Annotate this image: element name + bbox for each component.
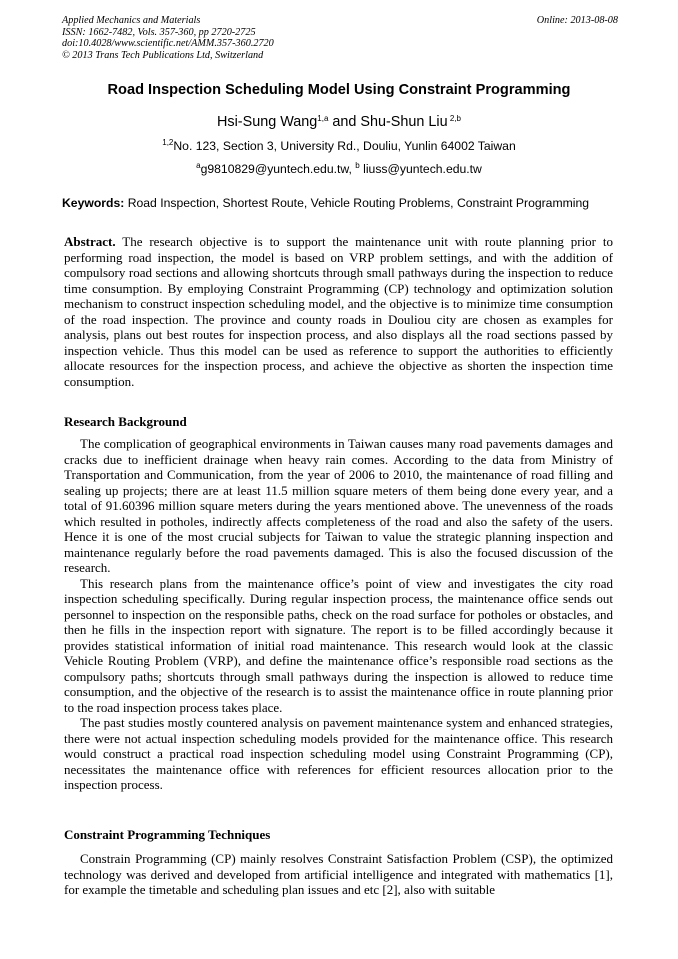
paragraph: The past studies mostly countered analysis on pavement maintenance system and enhanced strategies, there were not actual inspection scheduling models provided for the maintenance office. This research would construct a practical road inspection scheduling model using Constraint Programming (CP), necessitates the maintenance office with references for efficient resources allocation prior to the inspection process. bbox=[64, 715, 613, 792]
author-2: Shu-Shun Liu bbox=[360, 114, 448, 130]
affiliation bbox=[0, 139, 678, 153]
section-research-background bbox=[64, 436, 613, 793]
affiliation-superscript: 1,2 bbox=[162, 138, 174, 147]
email-a-superscript: a bbox=[196, 161, 201, 170]
keywords-label: Keywords: bbox=[62, 196, 125, 210]
keywords-text: Road Inspection, Shortest Route, Vehicle Routing Problems, Constraint Programming bbox=[124, 196, 590, 210]
online-date: Online: 2013-08-08 bbox=[536, 15, 618, 26]
issn-line: ISSN: 1662-7482, Vols. 357-360, pp 2720-2725 bbox=[62, 26, 256, 38]
author-line bbox=[0, 114, 678, 130]
abstract-text: The research objective is to support the maintenance unit with route planning prior to performing road inspection, the model is based on VRP problem settings, and with the addition of compulsory road sections and allowing shortcuts through small pathways during the inspection to reduce time consumption. By employing Constraint Programming (CP) technology and optimization solution mechanism to construct inspection scheduling model, and the objective is to minimize time consumption of the road inspection. The province and county roads in Douliou city are chosen as examples for analysis, plans out best routes for inspection process, and also displays all the road sections passed by inspection vehicle. Thus this model can be used as reference to support the authorities to efficiently allocate resources for the inspection process, and achieve the objective as shorten the inspection time consumption. bbox=[64, 234, 613, 389]
paragraph: Constrain Programming (CP) mainly resolves Constraint Satisfaction Problem (CSP), the optimized technology was derived and developed from artificial intelligence and integrated with mathematics [1], for example the timetable and scheduling plan issues and etc [2], also with suitable bbox=[64, 851, 613, 897]
author-conjunction: and bbox=[328, 114, 361, 130]
email-a: g9810829@yuntech.edu.tw, bbox=[200, 162, 356, 176]
section-cp-techniques bbox=[64, 851, 613, 898]
email-line bbox=[0, 162, 678, 176]
affiliation-text: No. 123, Section 3, University Rd., Douliu, Yunlin 64002 Taiwan bbox=[173, 139, 516, 153]
author-1: Hsi-Sung Wang bbox=[217, 114, 318, 130]
copyright-line: © 2013 Trans Tech Publications Ltd, Switzerland bbox=[62, 49, 264, 61]
section-heading-research-background: Research Background bbox=[64, 414, 187, 429]
email-b-superscript: b bbox=[355, 161, 360, 170]
abstract-label: Abstract. bbox=[64, 234, 116, 249]
journal-header bbox=[62, 15, 618, 61]
paragraph: The complication of geographical environments in Taiwan causes many road pavements damages and cracks due to inefficient drainage when heavy rain comes. According to the data from Ministry of Transportation and Communication, from the year of 2006 to 2010, the maintenance of road filling and sealing up projects; there are at least 11.5 million square meters of them being done every year, and a total of 91.60396 million square meters during the years mentioned above. The unevenness of the roads which resulted in potholes, indirectly affects completeness of the road and also the safety of the users. Hence it is one of the most crucial subjects for Taiwan to value the strategic planning inspection and maintenance regularly before the road pavements damaged. This is also the focused discussion of the research. bbox=[64, 436, 613, 575]
email-b: liuss@yuntech.edu.tw bbox=[359, 162, 482, 176]
section-heading-cp-techniques: Constraint Programming Techniques bbox=[64, 827, 271, 842]
keywords bbox=[62, 196, 622, 210]
author-1-superscript: 1,a bbox=[317, 114, 329, 123]
paragraph: This research plans from the maintenance office’s point of view and investigates the city road inspection scheduling specifically. During regular inspection process, the maintenance office sends out personnel to inspection on the responsible paths, check on the road surface for potholes or obstacles, and then he fills in the inspection report with signature. The report is to be filled accordingly because it provides statistical information of initial road maintenance. This research would look at the classic Vehicle Routing Problem (VRP), and define the maintenance office’s responsible road sections as the compulsory paths; shortcuts through small pathways during the inspection is allowed to reduce time consumption, and the objective of the research is to assist the maintenance office in route planning prior to the road inspection process takes place. bbox=[64, 575, 613, 715]
paper-title: Road Inspection Scheduling Model Using Constraint Programming bbox=[107, 82, 571, 98]
author-2-superscript: 2,b bbox=[447, 114, 461, 123]
doi-line: doi:10.4028/www.scientific.net/AMM.357-360.2720 bbox=[62, 38, 274, 50]
journal-name: Applied Mechanics and Materials bbox=[62, 15, 201, 26]
abstract bbox=[64, 234, 613, 389]
